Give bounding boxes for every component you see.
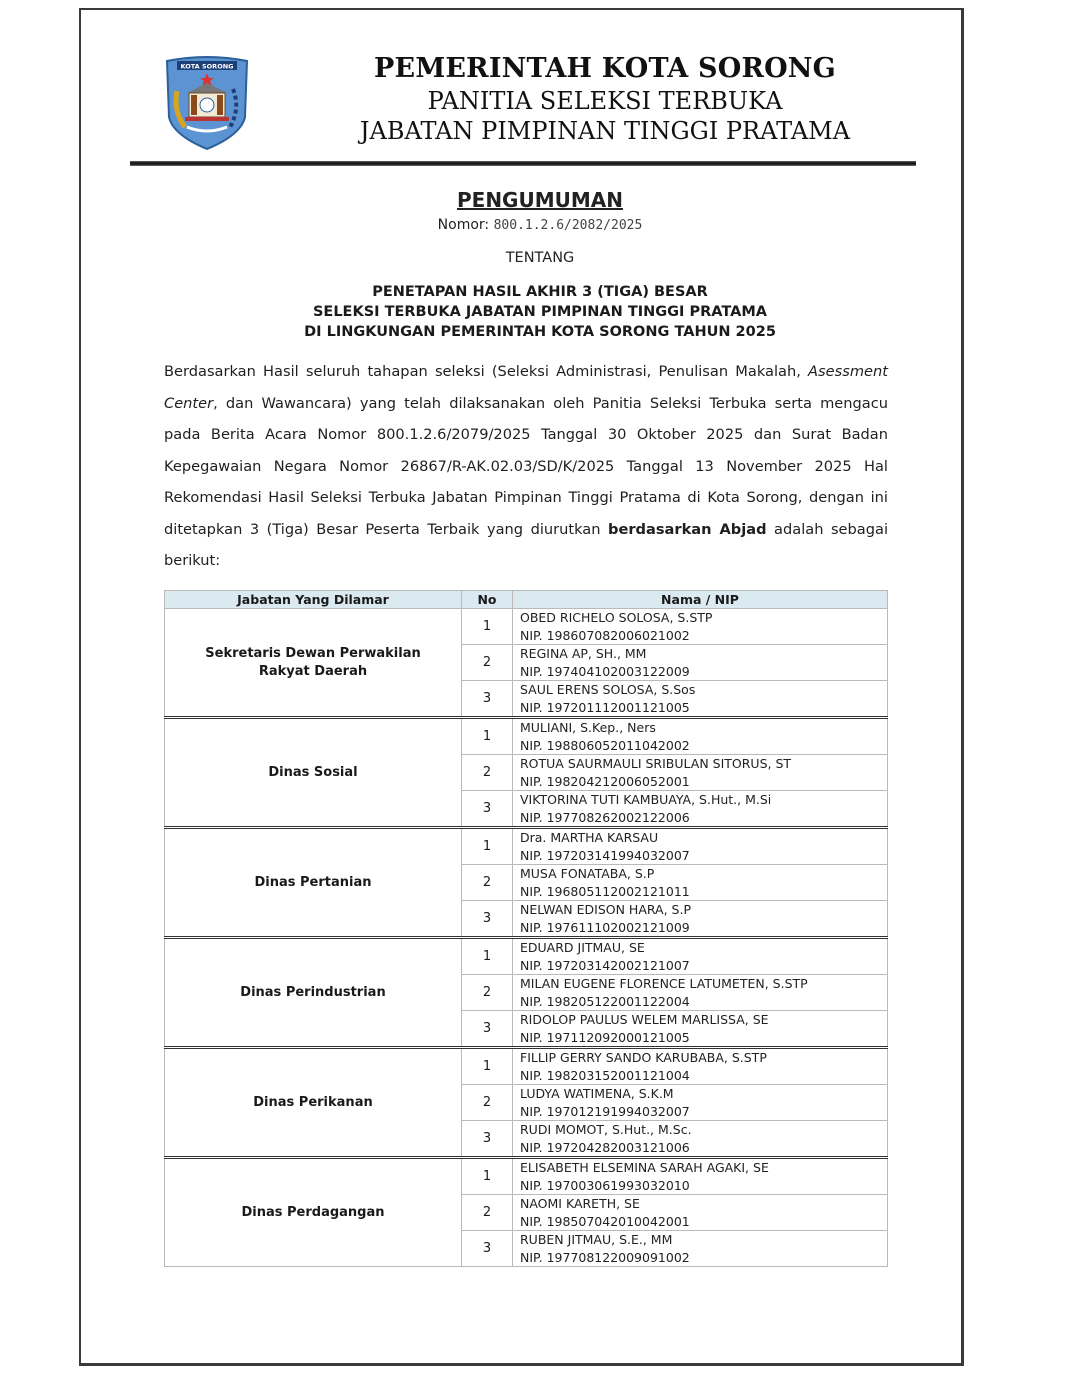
candidate-cell (513, 718, 888, 755)
candidate-name: MILAN EUGENE FLORENCE LATUMETEN, S.STP (520, 976, 808, 991)
candidate-cell (513, 681, 888, 718)
table-row (165, 1158, 888, 1195)
position-cell: Dinas Pertanian (165, 828, 462, 938)
number-cell: 2 (462, 975, 513, 1011)
letterhead-divider (130, 161, 916, 166)
candidate-name: EDUARD JITMAU, SE (520, 940, 645, 955)
candidate-nip: NIP. 197112092000121005 (520, 1029, 690, 1045)
candidate-nip: NIP. 198806052011042002 (520, 737, 690, 753)
table-row (165, 938, 888, 975)
number-label: Nomor: (437, 217, 494, 233)
candidate-name: Dra. MARTHA KARSAU (520, 830, 659, 845)
body-bold-term: berdasarkan Abjad (608, 520, 767, 538)
candidate-name: ELISABETH ELSEMINA SARAH AGAKI, SE (520, 1160, 769, 1175)
position-cell: Sekretaris Dewan Perwakilan Rakyat Daerah (165, 609, 462, 718)
table-row (165, 828, 888, 865)
candidate-name: REGINA AP, SH., MM (520, 646, 647, 661)
body-text-1: Berdasarkan Hasil seluruh tahapan seleksi (Seleksi Administrasi, Penulisan Makalah, (164, 363, 809, 380)
candidate-cell (513, 1011, 888, 1048)
candidate-nip: NIP. 198507042010042001 (520, 1213, 690, 1229)
number-cell: 3 (462, 681, 513, 718)
candidate-name: VIKTORINA TUTI KAMBUAYA, S.Hut., M.Si (520, 792, 772, 807)
candidate-nip: NIP. 197611102002121009 (520, 919, 690, 935)
number-cell: 1 (462, 828, 513, 865)
number-cell: 1 (462, 718, 513, 755)
number-cell: 2 (462, 865, 513, 901)
letterhead-line-3: JABATAN PIMPINAN TINGGI PRATAMA (359, 117, 851, 145)
announcement-title: PENGUMUMAN (457, 188, 623, 212)
candidate-name: NELWAN EDISON HARA, S.P (520, 902, 691, 917)
table-header-row (165, 591, 888, 609)
about-label: TENTANG (505, 250, 575, 266)
candidate-cell (513, 828, 888, 865)
number-cell: 3 (462, 791, 513, 828)
candidate-nip: NIP. 197003061993032010 (520, 1177, 690, 1193)
candidate-name: MUSA FONATABA, S.P (520, 866, 655, 881)
number-cell: 2 (462, 1085, 513, 1121)
candidate-cell (513, 755, 888, 791)
candidate-cell (513, 975, 888, 1011)
candidate-nip: NIP. 198204212006052001 (520, 773, 690, 789)
position-cell: Dinas Perdagangan (165, 1158, 462, 1267)
number-cell: 3 (462, 1011, 513, 1048)
header-position: Jabatan Yang Dilamar (165, 591, 462, 609)
candidate-name: RUBEN JITMAU, S.E., MM (520, 1232, 673, 1247)
candidate-cell (513, 1048, 888, 1085)
number-cell: 1 (462, 1158, 513, 1195)
candidate-cell (513, 1158, 888, 1195)
candidate-cell (513, 1121, 888, 1158)
body-text-2: , dan Wawancara) yang telah dilaksanakan oleh Panitia Seleksi Terbuka serta mengacu pada Berita Acara Nomor 800.1.2.6/2079/2025 Tanggal 30 Oktober 2025 dan Surat Badan Kepegawaian Negara Nomor 26867/R-AK.02.03/SD/K/2025 Tanggal 13 November 2025 Hal Rekomendasi Hasil Seleksi Terbuka Jabatan Pimpinan Tinggi Pratama di Kota Sorong, dengan ini ditetapkan 3 (Tiga) Besar Peserta Terbaik yang diurutkan (164, 394, 888, 538)
candidate-nip: NIP. 197708262002122006 (520, 809, 690, 825)
table-row (165, 609, 888, 645)
candidate-name: OBED RICHELO SOLOSA, S.STP (520, 610, 713, 625)
number-cell: 2 (462, 645, 513, 681)
number-cell: 3 (462, 1121, 513, 1158)
candidate-nip: NIP. 198203152001121004 (520, 1067, 690, 1083)
announcement-number (0, 217, 1080, 233)
candidate-cell (513, 901, 888, 938)
number-cell: 1 (462, 938, 513, 975)
candidate-cell (513, 938, 888, 975)
candidate-nip: NIP. 197203141994032007 (520, 847, 690, 863)
candidate-name: SAUL ERENS SOLOSA, S.Sos (520, 682, 696, 697)
header-name-nip: Nama / NIP (513, 591, 888, 609)
candidate-name: ROTUA SAURMAULI SRIBULAN SITORUS, ST (520, 756, 792, 771)
candidate-name: RIDOLOP PAULUS WELEM MARLISSA, SE (520, 1012, 769, 1027)
subject-line-2: SELEKSI TERBUKA JABATAN PIMPINAN TINGGI PRATAMA (312, 304, 768, 320)
candidate-nip: NIP. 197201112001121005 (520, 699, 690, 715)
position-cell: Dinas Sosial (165, 718, 462, 828)
candidate-nip: NIP. 196805112002121011 (520, 883, 690, 899)
results-table (164, 590, 888, 1267)
number-cell: 3 (462, 901, 513, 938)
position-cell: Dinas Perindustrian (165, 938, 462, 1048)
table-row (165, 1048, 888, 1085)
candidate-name: RUDI MOMOT, S.Hut., M.Sc. (520, 1122, 692, 1137)
candidate-cell (513, 1085, 888, 1121)
candidate-name: FILLIP GERRY SANDO KARUBABA, S.STP (520, 1050, 767, 1065)
body-text-3: adalah sebagai berikut: (164, 520, 888, 569)
candidate-name: MULIANI, S.Kep., Ners (520, 720, 656, 735)
candidate-cell (513, 1195, 888, 1231)
candidate-nip: NIP. 197012191994032007 (520, 1103, 690, 1119)
header-no: No (462, 591, 513, 609)
number-cell: 1 (462, 1048, 513, 1085)
svg-text:KOTA SORONG: KOTA SORONG (180, 62, 234, 71)
kota-sorong-emblem-icon (163, 55, 251, 151)
number-cell: 2 (462, 1195, 513, 1231)
subject-line-3: DI LINGKUNGAN PEMERINTAH KOTA SORONG TAHUN 2025 (304, 324, 776, 340)
candidate-nip: NIP. 198607082006021002 (520, 627, 690, 643)
candidate-nip: NIP. 197708122009091002 (520, 1249, 690, 1265)
announcement-subject (0, 282, 1080, 342)
table-row (165, 718, 888, 755)
letterhead-line-1: PEMERINTAH KOTA SORONG (374, 53, 836, 84)
number-value: 800.1.2.6/2082/2025 (493, 218, 643, 233)
number-cell: 2 (462, 755, 513, 791)
letterhead-line-2: PANITIA SELEKSI TERBUKA (427, 87, 783, 115)
candidate-nip: NIP. 197203142002121007 (520, 957, 690, 973)
number-cell: 3 (462, 1231, 513, 1267)
number-cell: 1 (462, 609, 513, 645)
candidate-nip: NIP. 198205122001122004 (520, 993, 690, 1009)
subject-line-1: PENETAPAN HASIL AKHIR 3 (TIGA) BESAR (372, 284, 708, 300)
candidate-cell (513, 791, 888, 828)
candidate-cell (513, 645, 888, 681)
candidate-name: LUDYA WATIMENA, S.K.M (520, 1086, 674, 1101)
letterhead (280, 52, 930, 146)
candidate-cell (513, 865, 888, 901)
candidate-cell (513, 1231, 888, 1267)
body-paragraph (164, 356, 888, 577)
candidate-nip: NIP. 197404102003122009 (520, 663, 690, 679)
candidate-cell (513, 609, 888, 645)
position-cell: Dinas Perikanan (165, 1048, 462, 1158)
candidate-name: NAOMI KARETH, SE (520, 1196, 640, 1211)
candidate-nip: NIP. 197204282003121006 (520, 1139, 690, 1155)
body-italic-term: Asessment Center (164, 363, 888, 412)
